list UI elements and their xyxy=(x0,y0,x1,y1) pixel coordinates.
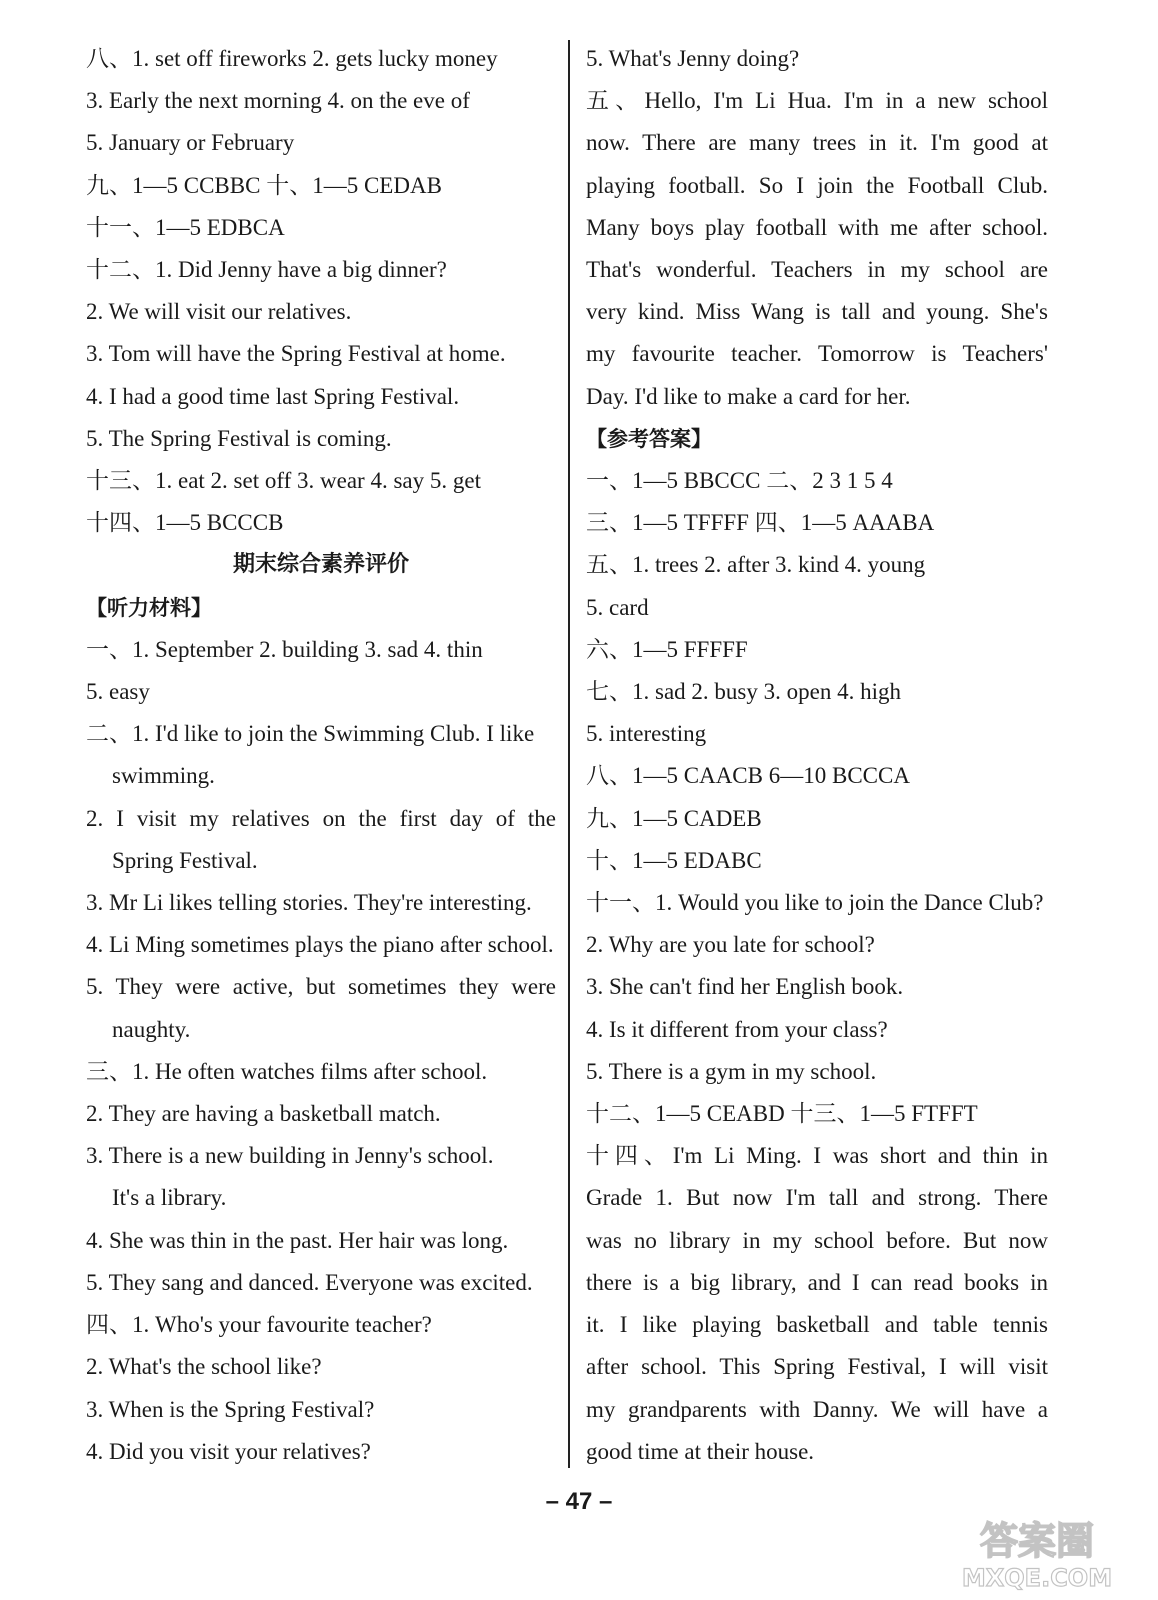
text-line: good time at their house. xyxy=(586,1438,815,1464)
text-line: 二、1. I'd like to join the Swimming Club. I like xyxy=(86,721,535,747)
page-number: – 47 – xyxy=(545,1488,613,1515)
text-line: 5. What's Jenny doing? xyxy=(586,46,800,71)
text-line: 三、1—5 TFFFF 四、1—5 AAABA xyxy=(586,510,935,536)
text-line: 2. What's the school like? xyxy=(86,1354,322,1380)
text-line: 2. Why are you late for school? xyxy=(586,932,875,958)
text-line: 九、1—5 CADEB xyxy=(586,805,762,831)
text-line: 五、1. trees 2. after 3. kind 4. young xyxy=(586,552,926,578)
text-line: 2. I visit my relatives on the first day of the xyxy=(86,805,556,831)
text-line: 十、1—5 EDABC xyxy=(586,847,762,873)
text-line: 十三、1. eat 2. set off 3. wear 4. say 5. get xyxy=(86,468,481,494)
text-line: 2. We will visit our relatives. xyxy=(86,299,352,325)
text-line: 4. Is it different from your class? xyxy=(586,1016,888,1042)
text-line: 2. They are having a basketball match. xyxy=(86,1101,441,1127)
left-column xyxy=(86,38,556,1473)
text-line: was no library in my school before. But now xyxy=(586,1227,1048,1253)
watermark-en: MXQE.COM xyxy=(961,1564,1113,1592)
text-line: It's a library. xyxy=(112,1185,227,1211)
text-line: Grade 1. But now I'm tall and strong. There xyxy=(586,1185,1048,1211)
text-line: 3. Mr Li likes telling stories. They're interesting. xyxy=(86,890,532,916)
text-line: 5. January or February xyxy=(86,130,295,156)
text-line: 4. Did you visit your relatives? xyxy=(86,1438,371,1464)
text-line: 一、1. September 2. building 3. sad 4. thin xyxy=(86,636,483,662)
right-column xyxy=(586,38,1048,1473)
text-line: 七、1. sad 2. busy 3. open 4. high xyxy=(586,679,901,705)
text-line: 4. She was thin in the past. Her hair was long. xyxy=(86,1227,509,1253)
text-line: my favourite teacher. Tomorrow is Teachers' xyxy=(586,341,1048,367)
text-line: 5. interesting xyxy=(586,721,707,747)
text-line: 5. They were active, but sometimes they were xyxy=(86,974,556,1000)
text-line: 六、1—5 FFFFF xyxy=(586,636,748,662)
text-line: 5. The Spring Festival is coming. xyxy=(86,425,392,451)
text-line: 四、1. Who's your favourite teacher? xyxy=(86,1312,432,1338)
text-line: Spring Festival. xyxy=(112,847,258,873)
text-line: 【参考答案】 xyxy=(586,426,712,451)
text-line: very kind. Miss Wang is tall and young. She's xyxy=(586,299,1048,325)
text-line: 十四、1—5 BCCCB xyxy=(86,510,284,536)
text-line: 3. When is the Spring Festival? xyxy=(86,1396,375,1422)
text-line: 【听力材料】 xyxy=(86,595,212,620)
column-divider xyxy=(568,40,570,1468)
text-line: now. There are many trees in it. I'm good at xyxy=(586,130,1048,156)
text-line: 九、1—5 CCBBC 十、1—5 CEDAB xyxy=(86,172,442,198)
text-line: 3. She can't find her English book. xyxy=(586,974,904,1000)
text-line: 十二、1—5 CEABD 十三、1—5 FTFFT xyxy=(586,1101,978,1127)
text-line: 八、1—5 CAACB 6—10 BCCCA xyxy=(586,763,910,789)
text-line: 十一、1—5 EDBCA xyxy=(86,214,285,240)
text-line: there is a big library, and I can read books in xyxy=(586,1269,1048,1295)
text-line: 八、1. set off fireworks 2. gets lucky money xyxy=(86,46,498,71)
watermark-cn: 答案圈 xyxy=(979,1519,1095,1563)
text-line: 期末综合素养评价 xyxy=(232,552,409,578)
text-line: That's wonderful. Teachers in my school are xyxy=(586,257,1048,283)
text-line: swimming. xyxy=(112,763,215,789)
text-line: 十四、I'm Li Ming. I was short and thin in xyxy=(586,1143,1048,1169)
text-line: 十二、1. Did Jenny have a big dinner? xyxy=(86,257,447,283)
text-line: 5. card xyxy=(586,594,649,620)
text-line: Many boys play football with me after school. xyxy=(586,214,1048,240)
text-line: my grandparents with Danny. We will have a xyxy=(586,1396,1048,1422)
text-line: 3. Tom will have the Spring Festival at home. xyxy=(86,341,506,367)
text-line: 十一、1. Would you like to join the Dance Club? xyxy=(586,890,1044,916)
text-line: Day. I'd like to make a card for her. xyxy=(586,383,911,409)
text-line: 三、1. He often watches films after school. xyxy=(86,1058,488,1084)
text-line: 五、Hello, I'm Li Hua. I'm in a new school xyxy=(586,88,1048,114)
text-line: 3. There is a new building in Jenny's school. xyxy=(86,1143,494,1169)
text-line: 3. Early the next morning 4. on the eve of xyxy=(86,88,470,114)
text-line: it. I like playing basketball and table tennis xyxy=(586,1312,1048,1338)
text-line: naughty. xyxy=(112,1016,191,1042)
text-line: 5. They sang and danced. Everyone was excited. xyxy=(86,1269,533,1295)
text-line: 5. There is a gym in my school. xyxy=(586,1058,877,1084)
text-line: 5. easy xyxy=(86,679,150,705)
watermark-logo xyxy=(932,1510,1142,1592)
text-line: 4. I had a good time last Spring Festival. xyxy=(86,383,460,409)
text-line: playing football. So I join the Football Club. xyxy=(586,172,1048,198)
text-line: 一、1—5 BBCCC 二、2 3 1 5 4 xyxy=(586,468,893,494)
text-line: 4. Li Ming sometimes plays the piano after school. xyxy=(86,932,554,958)
text-line: after school. This Spring Festival, I will visit xyxy=(586,1354,1048,1380)
